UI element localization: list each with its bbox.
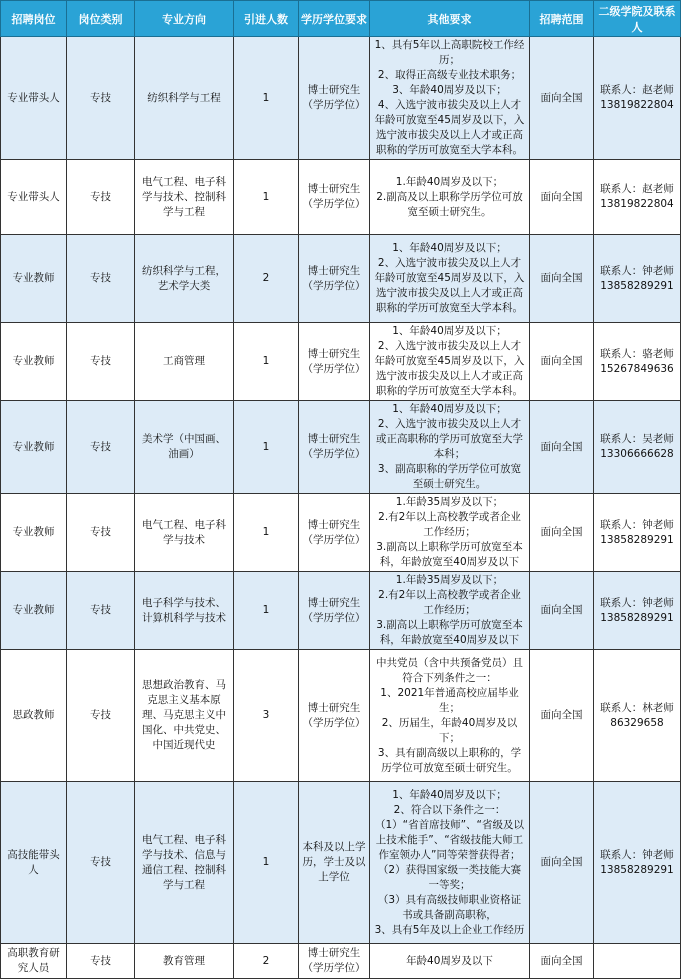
table-row — [1, 944, 681, 979]
cell-position: 专业带头人 — [1, 160, 67, 235]
cell-position: 专业教师 — [1, 323, 67, 401]
cell-count: 1 — [234, 37, 299, 160]
requirement-line: 1、年龄40周岁及以下； — [392, 325, 507, 337]
cell-count: 1 — [234, 782, 299, 944]
requirement-line: 2.有2年以上高校教学或者企业工作经历； — [378, 511, 521, 538]
table-row — [1, 235, 681, 323]
requirement-line: 3、年龄40周岁及以下； — [392, 84, 507, 96]
table-row — [1, 323, 681, 401]
requirement-line: 2、取得正高级专业技术职务； — [377, 69, 522, 81]
cell-education: 博士研究生（学历学位） — [299, 494, 370, 572]
requirement-line: （3）具有高级技师职业资格证书或具备副高职称， — [377, 893, 522, 921]
cell-major: 美术学（中国画、油画） — [135, 401, 234, 494]
cell-education: 博士研究生（学历学位） — [299, 323, 370, 401]
cell-major: 纺织科学与工程 — [135, 37, 234, 160]
requirement-line: 1、年龄40周岁及以下； — [392, 403, 507, 415]
cell-category: 专技 — [67, 650, 135, 782]
cell-education: 博士研究生（学历学位） — [299, 650, 370, 782]
cell-major: 工商管理 — [135, 323, 234, 401]
requirement-line: 3、副高职称的学历学位可放宽至硕士研究生。 — [377, 463, 522, 490]
requirement-line: 1、年龄40周岁及以下； — [392, 788, 507, 801]
cell-scope: 面向全国 — [530, 401, 594, 494]
cell-scope: 面向全国 — [530, 323, 594, 401]
header-contact: 二级学院及联系人 — [594, 1, 681, 37]
cell-category: 专技 — [67, 494, 135, 572]
cell-contact: 联系人：林老师 86329658 — [594, 650, 681, 782]
cell-position: 高职教育研究人员 — [1, 944, 67, 979]
cell-scope: 面向全国 — [530, 650, 594, 782]
cell-count: 2 — [234, 235, 299, 323]
requirement-line: （2）获得国家级一类技能大赛一等奖； — [377, 863, 522, 891]
requirement-line: 3.副高以上职称学历可放宽至本科，年龄放宽至40周岁及以下 — [376, 619, 523, 646]
table-row — [1, 782, 681, 944]
requirement-line: 1、具有5年以上高职院校工作经历； — [374, 39, 525, 66]
cell-contact: 联系人：钟老师 13858289291 — [594, 235, 681, 323]
cell-position: 思政教师 — [1, 650, 67, 782]
cell-category: 专技 — [67, 401, 135, 494]
requirement-line: 1、年龄40周岁及以下； — [392, 242, 507, 254]
header-count: 引进人数 — [234, 1, 299, 37]
requirement-line: 3、具有副高级以上职称的，学历学位可放宽至硕士研究生。 — [377, 746, 522, 774]
cell-position: 专业教师 — [1, 401, 67, 494]
requirement-line: 2、入选宁波市拔尖及以上人才或正高职称的学历可放宽至大学本科； — [376, 418, 523, 460]
header-requirements: 其他要求 — [370, 1, 530, 37]
cell-requirements — [370, 572, 530, 650]
table-header-row — [1, 1, 681, 37]
cell-category: 专技 — [67, 235, 135, 323]
cell-major: 电气工程、电子科学与技术、信息与通信工程、控制科学与工程 — [135, 782, 234, 944]
cell-scope: 面向全国 — [530, 37, 594, 160]
cell-requirements — [370, 323, 530, 401]
requirement-line: 4、入选宁波市拔尖及以上人才年龄可放宽至45周岁及以下，入选宁波市拔尖及以上人才或正高职称的学历可放宽至大学本科。 — [374, 99, 525, 156]
cell-contact: 联系人：吴老师 13306666628 — [594, 401, 681, 494]
requirement-line: 2、符合以下条件之一： — [393, 803, 506, 816]
cell-contact: 联系人：赵老师 13819822804 — [594, 37, 681, 160]
requirement-line: 1.年龄35周岁及以下； — [395, 496, 504, 508]
cell-requirements — [370, 494, 530, 572]
header-education: 学历学位要求 — [299, 1, 370, 37]
cell-education: 本科及以上学历，学士及以上学位 — [299, 782, 370, 944]
cell-scope: 面向全国 — [530, 944, 594, 979]
table-row — [1, 401, 681, 494]
table-body — [1, 37, 681, 979]
table-row — [1, 572, 681, 650]
cell-category: 专技 — [67, 160, 135, 235]
cell-education: 博士研究生（学历学位） — [299, 37, 370, 160]
cell-major: 教育管理 — [135, 944, 234, 979]
cell-count: 1 — [234, 572, 299, 650]
header-position: 招聘岗位 — [1, 1, 67, 37]
cell-contact: 联系人：钟老师 13858289291 — [594, 494, 681, 572]
cell-count: 1 — [234, 160, 299, 235]
cell-major: 电气工程、电子科学与技术 — [135, 494, 234, 572]
requirement-line: 2、入选宁波市拔尖及以上人才年龄可放宽至45周岁及以下，入选宁波市拔尖及以上人才或正高职称的学历可放宽至大学本科。 — [374, 257, 525, 314]
cell-scope: 面向全国 — [530, 572, 594, 650]
cell-contact: 联系人：钟老师 13858289291 — [594, 572, 681, 650]
cell-count: 1 — [234, 494, 299, 572]
cell-requirements — [370, 650, 530, 782]
table-row — [1, 37, 681, 160]
requirement-line: 1.年龄35周岁及以下； — [395, 574, 504, 586]
cell-position: 高技能带头人 — [1, 782, 67, 944]
cell-count: 1 — [234, 401, 299, 494]
header-scope: 招聘范围 — [530, 1, 594, 37]
cell-contact: 联系人：骆老师 15267849636 — [594, 323, 681, 401]
cell-major: 思想政治教育、马克思主义基本原理、马克思主义中国化、中共党史、中国近现代史 — [135, 650, 234, 782]
cell-scope: 面向全国 — [530, 160, 594, 235]
header-category: 岗位类别 — [67, 1, 135, 37]
cell-category: 专技 — [67, 572, 135, 650]
requirement-line: 2.副高及以上职称学历学位可放宽至硕士研究生。 — [376, 190, 523, 218]
cell-scope: 面向全国 — [530, 494, 594, 572]
requirement-line: 3.副高以上职称学历可放宽至本科，年龄放宽至40周岁及以下 — [376, 541, 523, 568]
table-row — [1, 494, 681, 572]
cell-category: 专技 — [67, 944, 135, 979]
cell-education: 博士研究生（学历学位） — [299, 572, 370, 650]
requirement-line: 2.有2年以上高校教学或者企业工作经历； — [378, 589, 521, 616]
cell-education: 博士研究生（学历学位） — [299, 944, 370, 979]
requirement-line: 2、历届生，年龄40周岁及以下； — [381, 716, 518, 744]
cell-category: 专技 — [67, 323, 135, 401]
cell-count: 2 — [234, 944, 299, 979]
cell-education: 博士研究生（学历学位） — [299, 160, 370, 235]
cell-requirements — [370, 235, 530, 323]
cell-major: 电子科学与技术、计算机科学与技术 — [135, 572, 234, 650]
requirement-line: 年龄40周岁及以下 — [406, 954, 493, 967]
requirement-line: 1、2021年普通高校应届毕业生； — [380, 686, 519, 714]
cell-contact: 联系人：钟老师 13858289291 — [594, 782, 681, 944]
requirement-line: 中共党员（含中共预备党员）且符合下列条件之一： — [376, 656, 523, 684]
requirement-line: 3、具有5年及以上企业工作经历 — [374, 923, 525, 936]
cell-contact — [594, 944, 681, 979]
requirement-line: 1.年龄40周岁及以下； — [395, 175, 504, 188]
header-major: 专业方向 — [135, 1, 234, 37]
cell-education: 博士研究生（学历学位） — [299, 235, 370, 323]
cell-education: 博士研究生（学历学位） — [299, 401, 370, 494]
cell-scope: 面向全国 — [530, 782, 594, 944]
table-row — [1, 160, 681, 235]
cell-requirements — [370, 401, 530, 494]
cell-contact: 联系人：赵老师 13819822804 — [594, 160, 681, 235]
cell-requirements — [370, 944, 530, 979]
cell-count: 1 — [234, 323, 299, 401]
cell-position: 专业教师 — [1, 494, 67, 572]
cell-scope: 面向全国 — [530, 235, 594, 323]
cell-count: 3 — [234, 650, 299, 782]
cell-position: 专业带头人 — [1, 37, 67, 160]
cell-category: 专技 — [67, 37, 135, 160]
cell-position: 专业教师 — [1, 572, 67, 650]
cell-major: 电气工程、电子科学与技术、控制科学与工程 — [135, 160, 234, 235]
cell-requirements — [370, 782, 530, 944]
cell-major: 纺织科学与工程，艺术学大类 — [135, 235, 234, 323]
cell-requirements — [370, 160, 530, 235]
cell-category: 专技 — [67, 782, 135, 944]
cell-requirements — [370, 37, 530, 160]
requirement-line: （1）“省首席技师”、“省级及以上技术能手”、“省级技能大师工作室领办人”同等荣誉获得者； — [375, 818, 524, 861]
cell-position: 专业教师 — [1, 235, 67, 323]
requirement-line: 2、入选宁波市拔尖及以上人才年龄可放宽至45周岁及以下，入选宁波市拔尖及以上人才或正高职称的学历可放宽至大学本科。 — [374, 340, 525, 397]
table-row — [1, 650, 681, 782]
